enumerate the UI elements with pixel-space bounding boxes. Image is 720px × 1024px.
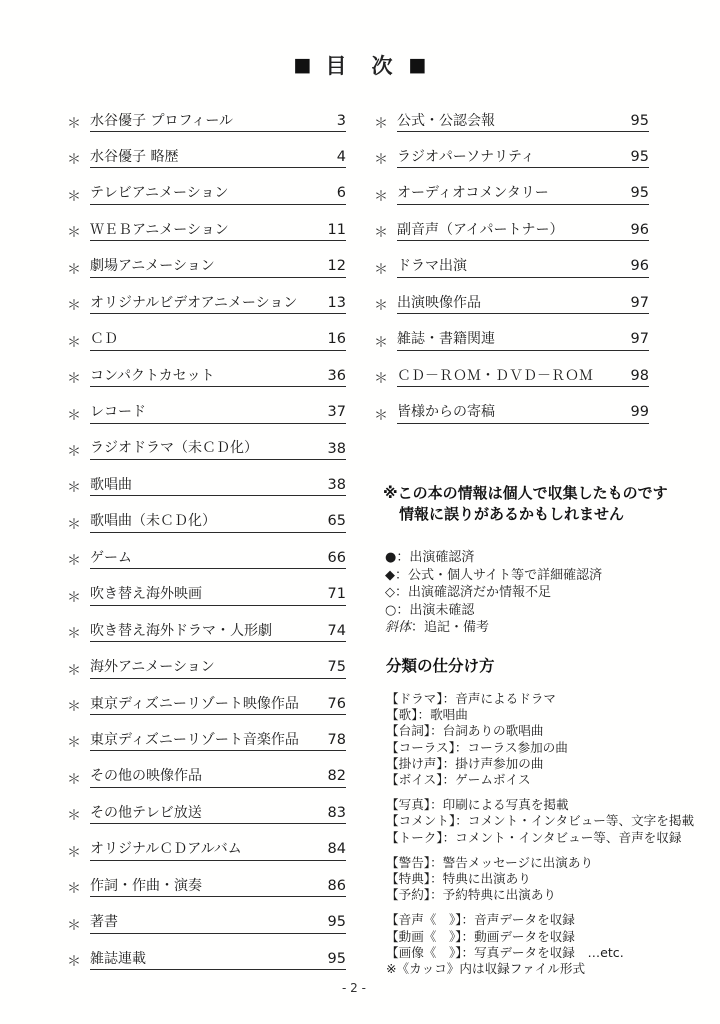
toc-entry-label: その他の映像作品 <box>90 768 202 785</box>
toc-page-number: 11 <box>327 221 346 238</box>
toc-page-number: 86 <box>327 877 346 894</box>
classification-line: 【写真】：印刷による写真を掲載 <box>386 797 569 813</box>
toc-page-number: 84 <box>327 841 346 858</box>
asterisk-marker: ＊ <box>67 261 81 278</box>
toc-entry-label: 歌唱曲 <box>90 476 132 493</box>
disclaimer-notice <box>383 483 668 525</box>
classification-group-voice <box>386 691 686 788</box>
classification-group-media <box>386 912 686 977</box>
toc-entry-label: その他テレビ放送 <box>90 804 202 821</box>
toc-entry-label: ドラマ出演 <box>397 258 467 275</box>
toc-page-number: 38 <box>327 440 346 457</box>
classification-line: 【動画《 》】：動画データを収録 <box>386 928 575 944</box>
legend-item <box>385 567 602 585</box>
toc-entry <box>374 330 649 366</box>
toc-entry-label: 海外アニメーション <box>90 659 215 676</box>
toc-page-number: 97 <box>630 294 649 311</box>
toc-entry-label: 水谷優子 略歴 <box>90 148 179 165</box>
toc-page-number: 95 <box>327 950 346 967</box>
toc-entry <box>67 840 346 876</box>
toc-entry <box>67 220 346 256</box>
classification-line: 【ドラマ】：音声によるドラマ <box>386 691 557 706</box>
toc-entry-label: 東京ディズニーリゾート映像作品 <box>90 695 299 712</box>
toc-entry-label: 雑誌連載 <box>90 950 146 967</box>
toc-page-number: 95 <box>630 112 649 129</box>
asterisk-marker: ＊ <box>67 188 81 205</box>
toc-entry <box>374 220 649 256</box>
toc-entry-label: ＷＥＢアニメーション <box>90 221 229 238</box>
toc-entry-label: 吹き替え海外ドラマ・人形劇 <box>90 622 272 639</box>
toc-page-number: 78 <box>327 732 346 749</box>
toc-entry <box>67 439 346 475</box>
classification-line: 【トーク】：コメント・インタビュー等、音声を収録 <box>386 829 682 845</box>
asterisk-marker: ＊ <box>67 334 81 351</box>
legend-text: ：出演未確認 <box>396 602 475 618</box>
asterisk-marker: ＊ <box>67 516 81 533</box>
toc-entry-label: 水谷優子 プロフィール <box>90 112 234 129</box>
classification-heading: 分類の仕分け方 <box>386 657 495 675</box>
legend-symbol: ◆ <box>385 567 395 583</box>
toc-entry-label: ラジオドラマ（未ＣＤ化） <box>90 440 258 457</box>
toc-entry-label: レコード <box>90 404 146 420</box>
toc-page-number: 71 <box>327 586 346 603</box>
classification-line: 【掛け声】：掛け声参加の曲 <box>386 755 544 771</box>
toc-page-number: 75 <box>327 659 346 676</box>
toc-entry-label: 著書 <box>90 914 118 931</box>
toc-entry-label: ゲーム <box>90 549 132 566</box>
asterisk-marker: ＊ <box>67 771 81 788</box>
toc-entry <box>374 184 649 220</box>
toc-entry-label: 東京ディズニーリゾート音楽作品 <box>90 731 299 748</box>
asterisk-marker: ＊ <box>374 225 388 242</box>
toc-page-number: 12 <box>327 258 346 275</box>
asterisk-marker: ＊ <box>374 334 388 351</box>
toc-entry <box>67 147 346 183</box>
classification-line: 【台詞】：台詞ありの歌唱曲 <box>386 723 544 739</box>
asterisk-marker: ＊ <box>67 589 81 606</box>
toc-entry <box>374 257 649 293</box>
legend-text: ：出演確認済 <box>396 550 475 565</box>
toc-page-number: 96 <box>630 221 649 238</box>
toc-entry-label: コンパクトカセット <box>90 367 215 384</box>
asterisk-marker: ＊ <box>67 844 81 861</box>
classification-group-print <box>386 797 695 846</box>
asterisk-marker: ＊ <box>67 735 81 752</box>
toc-page-number: 37 <box>327 404 346 421</box>
toc-entry <box>374 147 649 183</box>
asterisk-marker: ＊ <box>67 116 81 132</box>
asterisk-marker: ＊ <box>67 662 81 679</box>
toc-page-number: 16 <box>327 331 346 348</box>
asterisk-marker: ＊ <box>374 188 388 205</box>
legend-item <box>385 584 602 602</box>
toc-entry-label: オリジナルビデオアニメーション <box>90 294 298 311</box>
black-square-icon: ■ <box>293 53 312 76</box>
toc-page-number: 99 <box>630 404 649 421</box>
legend-text: ：出演確認済だか情報不足 <box>395 585 552 600</box>
toc-entry <box>67 366 346 402</box>
asterisk-marker: ＊ <box>374 152 388 169</box>
toc-entry <box>67 730 346 766</box>
asterisk-marker: ＊ <box>67 225 81 242</box>
asterisk-marker: ＊ <box>374 371 388 388</box>
asterisk-marker: ＊ <box>67 626 81 643</box>
toc-entry-label: 雑誌・書籍関連 <box>397 331 495 348</box>
disclaimer-line-2: 情報に誤りがあるかもしれません <box>399 505 625 523</box>
legend-item <box>385 549 602 567</box>
toc-entry <box>67 475 346 511</box>
toc-page-number: 95 <box>327 914 346 931</box>
classification-key <box>386 654 695 986</box>
toc-page-number: 96 <box>630 258 649 275</box>
toc-entry-label: テレビアニメーション <box>90 185 229 202</box>
asterisk-marker: ＊ <box>67 917 81 934</box>
asterisk-marker: ＊ <box>67 954 81 971</box>
toc-entry <box>374 366 649 402</box>
legend-symbol: ○ <box>385 602 397 618</box>
black-square-icon: ■ <box>408 53 427 76</box>
toc-entry <box>67 512 346 548</box>
toc-page-number: 3 <box>336 112 346 129</box>
asterisk-marker: ＊ <box>374 298 388 315</box>
toc-page-number: 97 <box>630 331 649 348</box>
toc-page-number: 66 <box>327 549 346 566</box>
classification-group-bonus <box>386 855 686 904</box>
toc-page-number: 76 <box>327 695 346 712</box>
classification-line: 【特典】：特典に出演あり <box>386 871 531 887</box>
asterisk-marker: ＊ <box>374 407 388 424</box>
asterisk-marker: ＊ <box>67 553 81 570</box>
asterisk-marker: ＊ <box>67 881 81 898</box>
classification-line: 【予約】：予約特典に出演あり <box>386 887 557 903</box>
symbol-legend <box>385 549 602 637</box>
classification-line: 【コーラス】：コーラス参加の曲 <box>386 739 568 755</box>
legend-item <box>385 602 602 620</box>
toc-entry-label: ＣＤ－ＲＯＭ・ＤＶＤ－ＲＯＭ <box>397 367 593 384</box>
toc-entry-label: 作詞・作曲・演奏 <box>90 877 202 894</box>
toc-entry-label: ラジオパーソナリティ <box>397 148 535 165</box>
toc-page-number: 13 <box>327 294 346 311</box>
asterisk-marker: ＊ <box>67 152 81 169</box>
classification-line: 【歌】：歌唱曲 <box>386 707 468 723</box>
toc-entry <box>67 621 346 657</box>
toc-entry <box>67 293 346 329</box>
page-title-text: 目 次 <box>325 54 395 78</box>
toc-page-number: 98 <box>630 367 649 384</box>
toc-entry <box>67 803 346 839</box>
disclaimer-line-1: ※この本の情報は個人で収集したものです <box>383 484 668 502</box>
asterisk-marker: ＊ <box>67 480 81 497</box>
asterisk-marker: ＊ <box>67 407 81 424</box>
toc-column-left <box>67 111 346 986</box>
toc-entry <box>374 403 649 439</box>
toc-entry-label: オリジナルＣＤアルバム <box>90 841 242 858</box>
asterisk-marker: ＊ <box>67 298 81 315</box>
toc-page-number: 6 <box>336 185 346 202</box>
toc-entry <box>67 585 346 621</box>
classification-line: 【警告】：警告メッセージに出演あり <box>386 854 594 870</box>
classification-line: 【画像《 》】：写真データを収録 …etc. <box>386 944 624 960</box>
classification-line: 【コメント】：コメント・インタビュー等、文字を掲載 <box>386 813 695 829</box>
toc-entry <box>67 876 346 912</box>
asterisk-marker: ＊ <box>67 371 81 388</box>
toc-page-number: 4 <box>336 149 346 166</box>
toc-entry-label: オーディオコメンタリー <box>397 185 549 202</box>
legend-symbol: ◇ <box>385 585 395 600</box>
toc-page-number: 36 <box>327 367 346 384</box>
toc-entry <box>67 548 346 584</box>
toc-entry-label: 副音声（アイパートナー） <box>397 221 564 238</box>
classification-line: ※《カッコ》内は収録ファイル形式 <box>386 961 586 977</box>
legend-symbol: 斜体 <box>385 620 412 635</box>
legend-item <box>385 619 602 637</box>
toc-page-number: 95 <box>630 149 649 166</box>
toc-entry <box>67 694 346 730</box>
toc-page-number: 82 <box>327 768 346 785</box>
legend-text: ：公式・個人サイト等で詳細確認済 <box>395 567 603 583</box>
toc-page-number: 65 <box>327 513 346 530</box>
classification-line: 【音声《 》】：音声データを収録 <box>386 912 575 928</box>
toc-entry <box>67 184 346 220</box>
toc-entry <box>67 767 346 803</box>
toc-entry <box>67 403 346 439</box>
classification-line: 【ボイス】：ゲームボイス <box>386 772 531 788</box>
toc-entry-label: 皆様からの寄稿 <box>397 404 495 420</box>
asterisk-marker: ＊ <box>374 116 388 132</box>
toc-entry <box>67 111 346 147</box>
toc-entry <box>374 111 649 147</box>
toc-entry <box>67 330 346 366</box>
toc-entry-label: 歌唱曲（未ＣＤ化） <box>90 513 216 530</box>
toc-page-number: 95 <box>630 185 649 202</box>
toc-column-right <box>374 111 649 439</box>
toc-entry <box>67 913 346 949</box>
toc-entry-label: 劇場アニメーション <box>90 258 215 275</box>
legend-text: ：追記・備考 <box>411 620 490 635</box>
asterisk-marker: ＊ <box>67 808 81 825</box>
toc-entry-label: 吹き替え海外映画 <box>90 586 202 603</box>
toc-entry <box>67 257 346 293</box>
toc-entry-label: 出演映像作品 <box>397 294 481 311</box>
legend-symbol: ● <box>385 550 397 565</box>
asterisk-marker: ＊ <box>374 261 388 278</box>
toc-entry <box>67 658 346 694</box>
toc-page-number: 38 <box>327 476 346 493</box>
asterisk-marker: ＊ <box>67 443 81 460</box>
toc-entry-label: 公式・公認会報 <box>397 112 495 129</box>
page-number-footer: - 2 - <box>342 981 366 995</box>
toc-entry-label: ＣＤ <box>90 331 118 348</box>
asterisk-marker: ＊ <box>67 699 81 715</box>
page-title <box>0 50 720 80</box>
toc-entry <box>374 293 649 329</box>
toc-page-number: 83 <box>327 804 346 821</box>
toc-page-number: 74 <box>327 622 346 639</box>
